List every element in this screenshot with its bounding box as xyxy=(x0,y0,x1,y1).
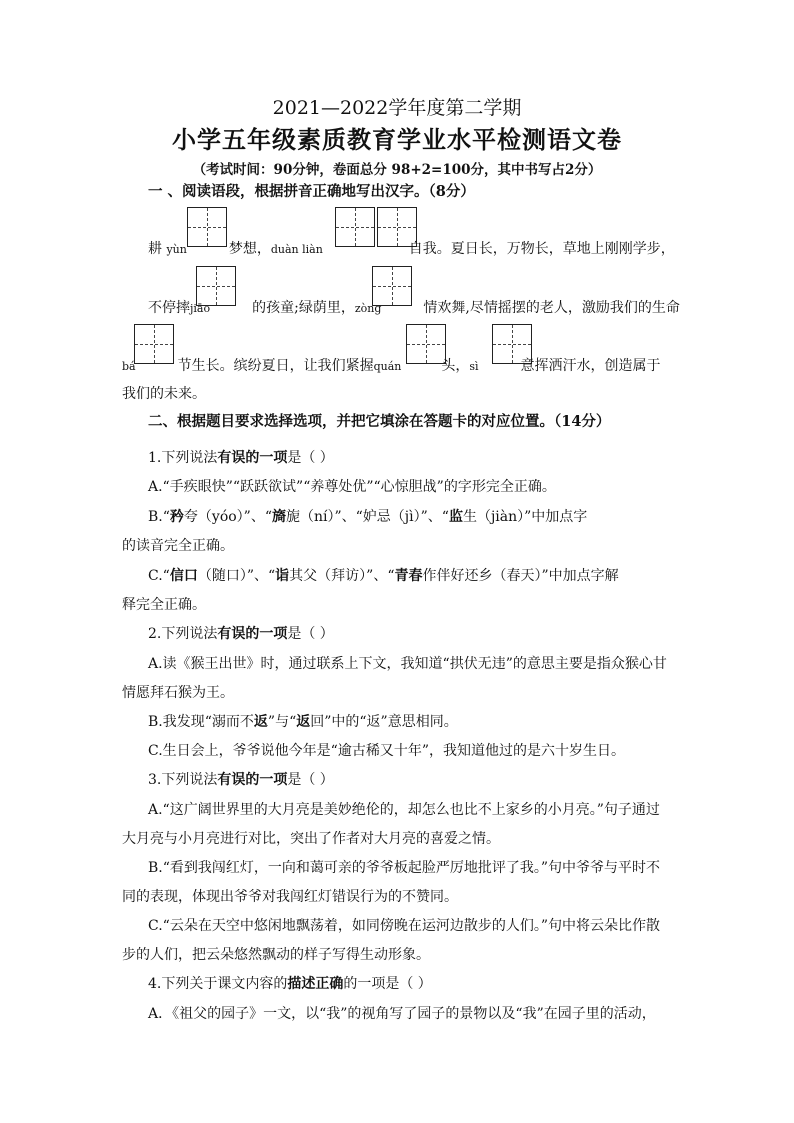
q1-option-c-cont: 释完全正确。 xyxy=(122,597,206,613)
q3-stem: 3.下列说法有误的一项是（ ） xyxy=(148,772,334,788)
q1-option-b: B.“矜夸（yóo）”、“旖旎（ní）”、“妒忌（jì）”、“监生（jiàn）”中加点字 xyxy=(148,509,588,525)
q1-option-b-cont: 的读音完全正确。 xyxy=(122,538,234,554)
q2-option-a: A.读《猴王出世》时，通过联系上下文，我知道“拱伏无违”的意思主要是指众猴心甘 xyxy=(148,656,667,672)
exam-title: 小学五年级素质教育学业水平检测语文卷 xyxy=(172,125,622,154)
q2-option-c: C.生日会上，爷爷说他今年是“逾古稀又十年”，我知道他过的是六十岁生日。 xyxy=(148,743,625,759)
q2-option-b: B.我发现“溺而不返”与“返回”中的“返”意思相同。 xyxy=(148,714,458,730)
passage-row2: 不停摔jiāo 的孩童;绿荫里，zòng 情欢舞,尽情摇摆的老人，激励我们的生命 xyxy=(148,300,680,316)
passage-row3: bá 节生长。缤纷夏日，让我们紧握quán 头，sì 意挥洒汗水，创造属于 xyxy=(122,358,661,374)
section2-heading: 二、根据题目要求选择选项，并把它填涂在答题卡的对应位置。（14分） xyxy=(148,413,611,430)
q3-option-c-cont: 步的人们，把云朵悠然飘动的样子写得生动形象。 xyxy=(122,947,430,963)
q1-option-c: C.“信口（随口）”、“诣其父（拜访）”、“青春作伴好还乡（春天）”中加点字解 xyxy=(148,568,619,584)
q2-option-a-cont: 情愿拜石猴为王。 xyxy=(122,685,234,701)
q3-option-b: B.“看到我闯红灯，一向和蔼可亲的爷爷板起脸严厉地批评了我。”句中爷爷与平时不 xyxy=(148,860,661,876)
q3-option-b-cont: 同的表现，体现出爷爷对我闯红灯错误行为的不赞同。 xyxy=(122,889,458,905)
q3-option-a-cont: 大月亮与小月亮进行对比，突出了作者对大月亮的喜爱之情。 xyxy=(122,831,500,847)
q3-option-c: C.“云朵在天空中悠闲地飘荡着，如同傍晚在运河边散步的人们。”句中将云朵比作散 xyxy=(148,918,660,934)
q1-stem: 1.下列说法有误的一项是（ ） xyxy=(148,450,334,466)
q1-option-a: A.“手疾眼快”“跃跃欲试”“养尊处优”“心惊胆战”的字形完全正确。 xyxy=(148,479,556,495)
passage-row4: 我们的未来。 xyxy=(122,386,206,402)
q2-stem: 2.下列说法有误的一项是（ ） xyxy=(148,626,334,642)
q3-option-a: A.“这广阔世界里的大月亮是美妙绝伦的，却怎么也比不上家乡的小月亮。”句子通过 xyxy=(148,802,660,818)
exam-info: （考试时间：90分钟，卷面总分 98+2=100分，其中书写占2分） xyxy=(192,162,602,178)
semester-title: 2021—2022学年度第二学期 xyxy=(272,97,522,119)
q4-option-a: A．《祖父的园子》一文，以“我”的视角写了园子的景物以及“我”在园子里的活动， xyxy=(148,1006,656,1022)
section1-heading: 一 、阅读语段，根据拼音正确地写出汉字。（8分） xyxy=(148,183,475,200)
q4-stem: 4.下列关于课文内容的描述正确的一项是（ ） xyxy=(148,976,432,992)
passage-row1: 耕 yùn 梦想，duàn liàn 自我。夏日长，万物长，草地上刚刚学步， xyxy=(148,241,675,257)
